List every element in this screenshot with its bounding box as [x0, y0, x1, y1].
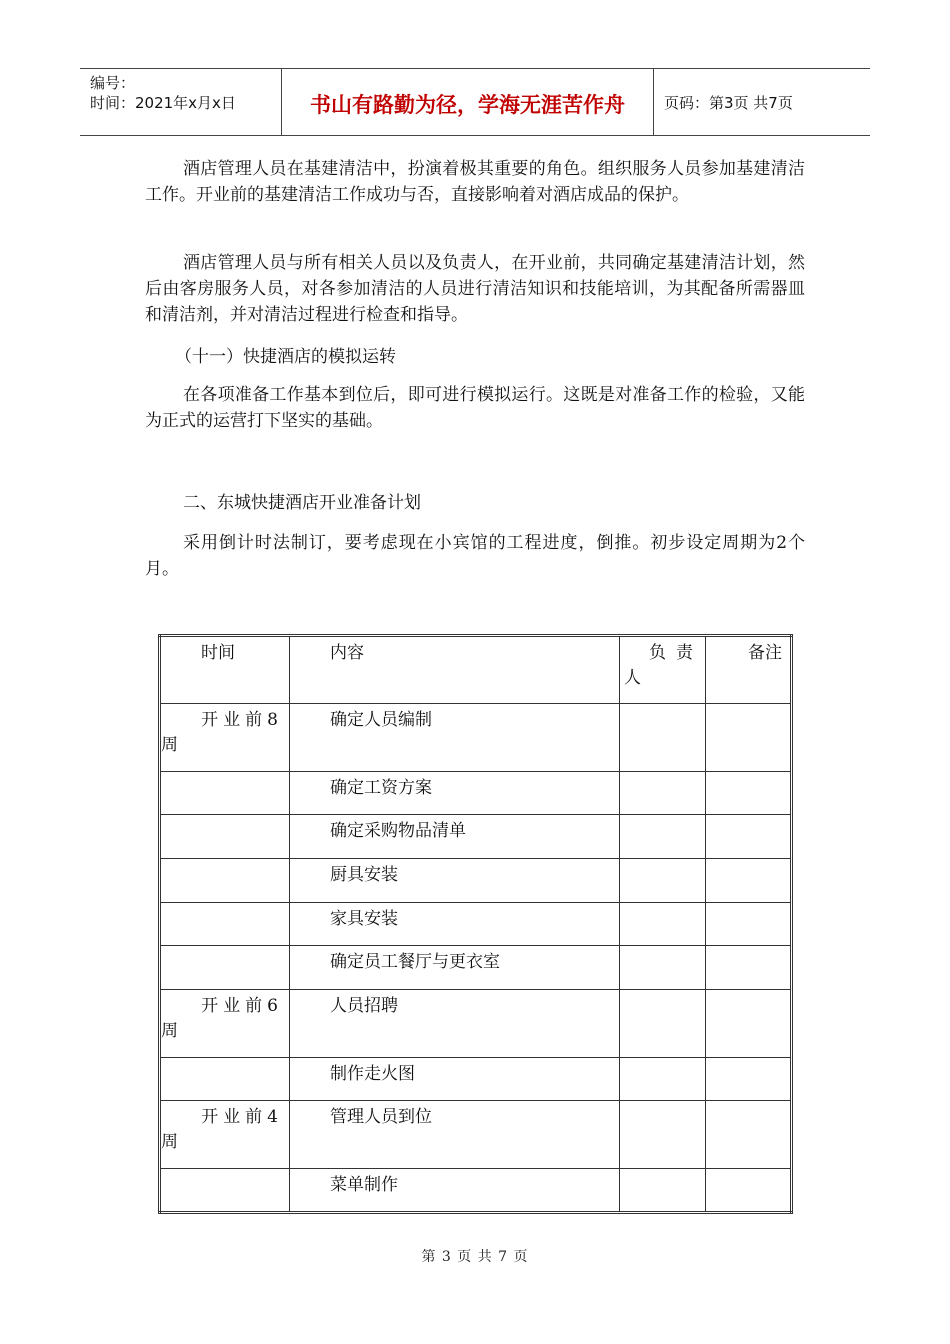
header-note-cell	[706, 636, 792, 704]
content-text: 确定采购物品清单	[330, 821, 466, 841]
table-row	[160, 815, 792, 859]
note-cell	[706, 704, 792, 772]
content-text: 厨具安装	[330, 865, 398, 885]
header-meta	[80, 69, 282, 135]
content-cell	[290, 1058, 620, 1101]
table-row	[160, 903, 792, 946]
responsible-cell	[620, 1169, 706, 1213]
content-cell	[290, 990, 620, 1058]
time-cell	[160, 859, 290, 903]
time-line-1: 开业前4	[201, 1107, 283, 1127]
content-cell	[290, 1169, 620, 1213]
note-cell	[706, 772, 792, 815]
responsible-cell	[620, 946, 706, 990]
table-row	[160, 1169, 792, 1213]
time-cell	[160, 1169, 290, 1213]
note-cell	[706, 1101, 792, 1169]
time-cell	[160, 946, 290, 990]
header-content-cell	[290, 636, 620, 704]
time-cell	[160, 990, 290, 1058]
responsible-cell	[620, 815, 706, 859]
table-row	[160, 859, 792, 903]
note-cell	[706, 990, 792, 1058]
table-row	[160, 946, 792, 990]
time-line-2: 周	[161, 735, 178, 755]
content-cell	[290, 772, 620, 815]
note-cell	[706, 1169, 792, 1213]
responsible-cell	[620, 772, 706, 815]
content-cell	[290, 859, 620, 903]
time-cell	[160, 903, 290, 946]
content-text: 制作走火图	[330, 1064, 415, 1084]
section-heading-11: （十一）快捷酒店的模拟运转	[175, 347, 396, 367]
content-cell	[290, 704, 620, 772]
header-slogan: 书山有路勤为径，学海无涯苦作舟	[282, 69, 654, 135]
responsible-cell	[620, 704, 706, 772]
table-row	[160, 990, 792, 1058]
paragraph-3: 在各项准备工作基本到位后，即可进行模拟运行。这既是对准备工作的检验，又能为正式的运营打下坚实的基础。	[145, 385, 805, 431]
header-time-label: 时间：2021年x月x日	[90, 94, 236, 112]
content-text: 人员招聘	[330, 996, 398, 1016]
table-row	[160, 772, 792, 815]
page-footer: 第 3 页 共 7 页	[421, 1249, 529, 1265]
note-cell	[706, 1058, 792, 1101]
note-cell	[706, 903, 792, 946]
responsible-cell	[620, 990, 706, 1058]
content-cell	[290, 815, 620, 859]
section-heading-2: 二、东城快捷酒店开业准备计划	[183, 493, 421, 513]
responsible-cell	[620, 859, 706, 903]
paragraph-2: 酒店管理人员与所有相关人员以及负责人，在开业前，共同确定基建清洁计划，然后由客房服务人员，对各参加清洁的人员进行清洁知识和技能培训，为其配备所需器皿和清洁剂，并对清洁过程进行检查和指导。	[145, 253, 805, 325]
paragraph-1: 酒店管理人员在基建清洁中，扮演着极其重要的角色。组织服务人员参加基建清洁工作。开业前的基建清洁工作成功与否，直接影响着对酒店成品的保护。	[145, 159, 805, 205]
header-responsible-1: 负责	[649, 643, 703, 663]
note-cell	[706, 859, 792, 903]
table-row	[160, 1101, 792, 1169]
page-header	[80, 68, 870, 136]
content-text: 家具安装	[330, 909, 398, 929]
note-cell	[706, 815, 792, 859]
content-text: 菜单制作	[330, 1175, 398, 1195]
opening-plan-table	[158, 634, 793, 1214]
header-number-label: 编号：	[90, 74, 136, 92]
header-responsible-2: 人	[624, 668, 641, 688]
time-cell	[160, 815, 290, 859]
time-cell	[160, 1101, 290, 1169]
time-line-1: 开业前6	[201, 996, 283, 1016]
responsible-cell	[620, 1058, 706, 1101]
header-time-cell	[160, 636, 290, 704]
header-time: 时间	[201, 643, 235, 663]
content-cell	[290, 903, 620, 946]
content-text: 确定员工餐厅与更衣室	[330, 952, 500, 972]
time-cell	[160, 704, 290, 772]
content-text: 管理人员到位	[330, 1107, 432, 1127]
paragraph-4: 采用倒计时法制订，要考虑现在小宾馆的工程进度，倒推。初步设定周期为2个月。	[145, 533, 805, 579]
content-cell	[290, 946, 620, 990]
time-cell	[160, 1058, 290, 1101]
content-text: 确定人员编制	[330, 710, 432, 730]
table-row	[160, 704, 792, 772]
table-row	[160, 1058, 792, 1101]
content-text: 确定工资方案	[330, 778, 432, 798]
header-responsible-cell	[620, 636, 706, 704]
content-cell	[290, 1101, 620, 1169]
time-line-2: 周	[161, 1132, 178, 1152]
header-page-info: 页码：第3页 共7页	[664, 93, 793, 112]
responsible-cell	[620, 903, 706, 946]
responsible-cell	[620, 1101, 706, 1169]
header-note: 备注	[748, 643, 782, 663]
table-header-row	[160, 636, 792, 704]
note-cell	[706, 946, 792, 990]
time-line-1: 开业前8	[201, 710, 283, 730]
time-line-2: 周	[161, 1021, 178, 1041]
header-content: 内容	[330, 643, 364, 663]
time-cell	[160, 772, 290, 815]
